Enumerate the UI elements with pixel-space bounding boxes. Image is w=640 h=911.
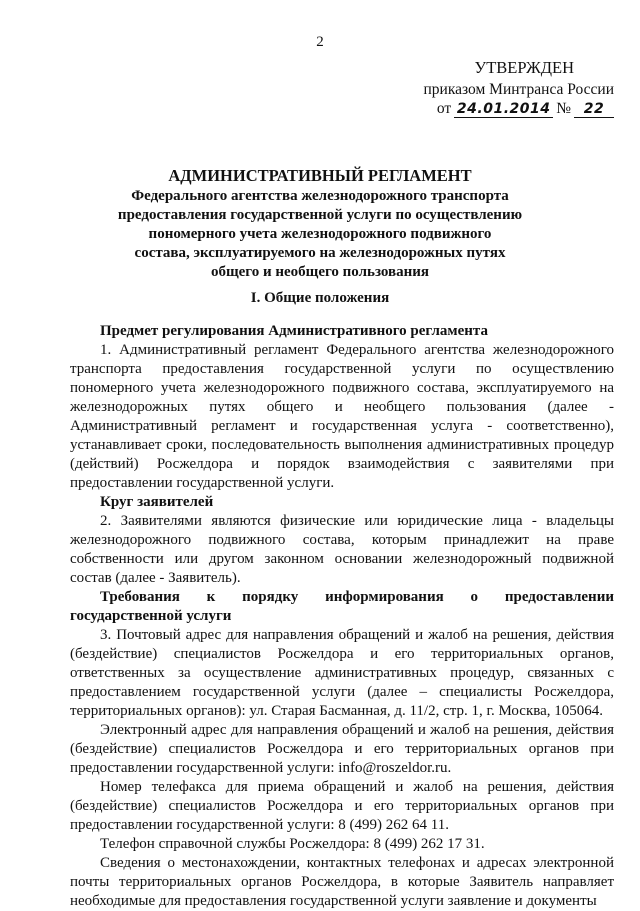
- requirements-heading-line-2: государственной услуги: [70, 608, 232, 624]
- subject-heading: Предмет регулирования Административного регламента: [100, 323, 488, 339]
- section-title: I. Общие положения: [250, 290, 390, 306]
- approval-order: приказом Минтранса России: [423, 81, 614, 98]
- page-number: 2: [316, 34, 324, 50]
- applicants-heading: Круг заявителей: [100, 494, 214, 510]
- paragraph-2: 2. Заявителями являются физические или юридические лица - владельцы железнодорожного подвижного состава, которым принадлежит на праве собственности или другом законном основании железнодорожный подвижной состав (далее - Заявитель).: [70, 513, 614, 586]
- title-line-5: общего и необщего пользования: [210, 264, 430, 280]
- title-main: АДМИНИСТРАТИВНЫЙ РЕГЛАМЕНТ: [168, 166, 472, 185]
- paragraph-email: Электронный адрес для направления обращений и жалоб на решения, действия (бездействие) специалистов Росжелдора и его территориальных органов при предоставлении государственной услуги: info@roszeldor.ru.: [70, 722, 614, 776]
- approval-heading: УТВЕРЖДЕН: [474, 58, 574, 77]
- approval-date-line: [414, 99, 614, 118]
- number-sign: №: [556, 100, 571, 117]
- title-line-3: пономерного учета железнодорожного подвижного: [148, 226, 492, 242]
- title-line-4: состава, эксплуатируемого на железнодорожных путях: [134, 245, 506, 261]
- paragraph-3: 3. Почтовый адрес для направления обращений и жалоб на решения, действия (бездействие) специалистов Росжелдора и его территориальных органов, ответственных за осуществление административных процедур, связанных с предоставлением государственной услуги (далее – специалисты Росжелдора, территориальных органов): ул. Старая Басманная, д. 11/2, стр. 1, г. Москва, 105064.: [70, 627, 614, 719]
- approval-stamp: [414, 58, 614, 118]
- handwritten-number: 22: [574, 102, 614, 118]
- paragraph-phone: Телефон справочной службы Росжелдора: 8 (499) 262 17 31.: [100, 836, 485, 852]
- approval-from: от: [436, 100, 452, 117]
- requirements-heading-line-1: Требования к порядку информирования о предоставлении: [100, 589, 614, 605]
- title-line-1: Федерального агентства железнодорожного транспорта: [131, 188, 509, 204]
- handwritten-date: 24.01.2014: [454, 102, 553, 118]
- paragraph-1: 1. Административный регламент Федерального агентства железнодорожного транспорта предоставления государственной услуги по осуществлению пономерного учета железнодорожного подвижного состава, эксплуатируемого на железнодорожных путях общего и необщего пользования (далее - Административный регламент и государственная услуга - соответственно), устанавливает сроки, последовательность выполнения административных процедур (действий) Росжелдора и порядок взаимодействия с заявителями при предоставлении государственной услуги.: [70, 342, 614, 491]
- paragraph-fax: Номер телефакса для приема обращений и жалоб на решения, действия (бездействие) специалистов Росжелдора и его территориальных органов при предоставлении государственной услуги: 8 (499) 262 64 11.: [70, 779, 614, 833]
- document-body: [70, 322, 614, 911]
- title-line-2: предоставления государственной услуги по осуществлению: [117, 207, 523, 223]
- document-title: [90, 166, 550, 282]
- paragraph-location: Сведения о местонахождении, контактных телефонах и адресах электронной почты территориальных органов Росжелдора, в которые Заявитель направляет необходимые для предоставления государственной услуги заявление и документы: [70, 855, 614, 909]
